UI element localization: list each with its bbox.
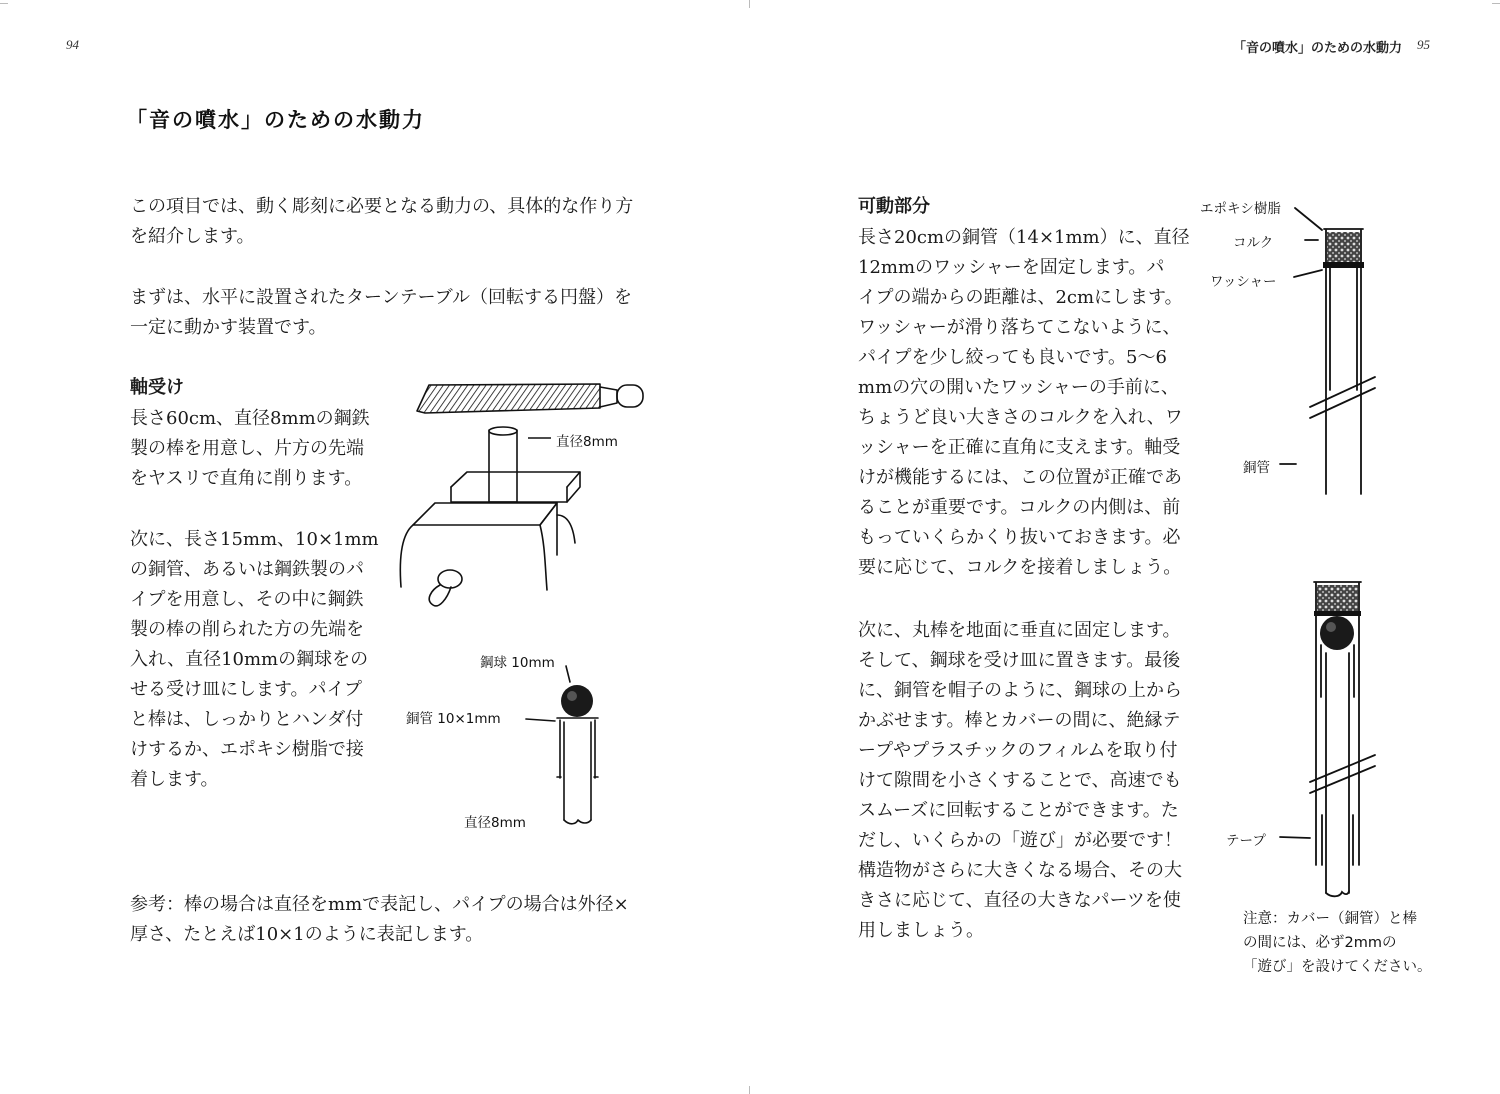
text-line: の間には、必ず2mmの: [1243, 935, 1397, 951]
text-line: 厚さ、たとえば10×1のように表記します。: [130, 924, 484, 945]
text-line: そして、鋼球を受け皿に置きます。最後: [858, 650, 1181, 671]
crop-mark-bottom: [749, 1086, 750, 1094]
figure-file-vise: [395, 375, 655, 615]
movable-paragraph-1: [858, 223, 1190, 583]
label-tape: テープ: [1226, 833, 1266, 849]
page-number-right: 95: [1417, 37, 1430, 52]
text-line: 一定に動かす装置です。: [130, 317, 327, 338]
text-line: に、銅管を帽子のように、鋼球の上から: [858, 680, 1182, 701]
text-line: 着します。: [130, 769, 219, 790]
text-line: mmの穴の開いたワッシャーの手前に、: [858, 377, 1179, 398]
text-line: 要に応じて、コルクを接着しましょう。: [858, 557, 1182, 578]
label-copper-tube-right: 銅管: [1243, 460, 1270, 476]
text-line: 次に、丸棒を地面に垂直に固定します。: [858, 620, 1181, 641]
text-line: と棒は、しっかりとハンダ付: [130, 709, 364, 730]
crop-mark-left: [0, 3, 8, 4]
text-line: ッシャーを正確に直角に支えます。軸受: [858, 437, 1181, 458]
text-line: スムーズに回転することができます。た: [858, 800, 1179, 821]
text-line: パイプを少し絞っても良いです。5〜6: [858, 347, 1167, 368]
label-epoxy: エポキシ樹脂: [1200, 201, 1281, 217]
text-line: 次に、長さ15mm、10×1mm: [130, 529, 379, 550]
label-washer: ワッシャー: [1210, 274, 1277, 290]
reference-note: [130, 890, 629, 950]
text-line: ープやプラスチックのフィルムを取り付: [858, 740, 1178, 761]
figure-ball-rod: [520, 660, 620, 835]
label-diameter-file: 直径8mm: [556, 434, 618, 450]
text-line: まずは、水平に設置されたターンテーブル（回転する円盤）を: [130, 287, 633, 308]
text-line: もっていくらかくり抜いておきます。必: [858, 527, 1181, 548]
text-line: けが機能するには、この位置が正確であ: [858, 467, 1182, 488]
caution-note: [1243, 907, 1432, 979]
figure-tube-cork: [1280, 200, 1390, 500]
text-line: イプの端からの距離は、2cmにします。: [858, 287, 1183, 308]
text-line: 構造物がさらに大きくなる場合、その大: [858, 860, 1182, 881]
text-line: せる受け皿にします。パイプ: [130, 679, 363, 700]
text-line: を紹介します。: [130, 226, 255, 247]
text-line: けするか、エポキシ樹脂で接: [130, 739, 364, 760]
label-copper-tube: 銅管 10×1mm: [406, 711, 501, 727]
turntable-paragraph: [130, 283, 632, 343]
text-line: 12mmのワッシャーを固定します。パ: [858, 257, 1165, 278]
text-line: きさに応じて、直径の大きなパーツを使: [858, 890, 1181, 911]
running-title: 「音の噴水」のための水動力: [1233, 41, 1403, 56]
section-heading-movable: 可動部分: [858, 196, 930, 217]
text-line: この項目では、動く彫刻に必要となる動力の、具体的な作り方: [130, 196, 634, 217]
text-line: 参考：棒の場合は直径をmmで表記し、パイプの場合は外径×: [130, 894, 629, 915]
text-line: 「遊び」を設けてください。: [1243, 959, 1432, 975]
movable-paragraph-2: [858, 616, 1182, 946]
text-line: 長さ20cmの銅管（14×1mm）に、直径: [858, 227, 1190, 248]
crop-mark-right: [1492, 3, 1500, 4]
bearing-paragraph-2: [130, 525, 379, 795]
text-line: ることが重要です。コルクの内側は、前: [858, 497, 1181, 518]
text-line: イプを用意し、その中に鋼鉄: [130, 589, 364, 610]
text-line: をヤスリで直角に削ります。: [130, 468, 363, 489]
text-line: 製の棒を用意し、片方の先端: [130, 438, 364, 459]
figure-assembly: [1270, 575, 1390, 900]
text-line: 注意：カバー（銅管）と棒: [1243, 911, 1417, 927]
text-line: だし、いくらかの「遊び」が必要です！: [858, 830, 1182, 851]
text-line: かぶせます。棒とカバーの間に、絶縁テ: [858, 710, 1181, 731]
section-heading-bearing: 軸受け: [130, 377, 184, 398]
label-steel-ball: 鋼球 10mm: [480, 655, 555, 671]
page-number-left: 94: [66, 37, 79, 52]
text-line: 長さ60cm、直径8mmの鋼鉄: [130, 408, 370, 429]
text-line: ワッシャーが滑り落ちてこないように、: [858, 317, 1181, 338]
intro-paragraph: [130, 192, 633, 252]
text-line: 入れ、直径10mmの鋼球をの: [130, 649, 369, 670]
text-line: の銅管、あるいは鋼鉄製のパ: [130, 559, 364, 580]
text-line: けて隙間を小さくすることで、高速でも: [858, 770, 1182, 791]
text-line: 製の棒の削られた方の先端を: [130, 619, 364, 640]
text-line: ちょうど良い大きさのコルクを入れ、ワ: [858, 407, 1183, 428]
label-cork: コルク: [1233, 235, 1274, 251]
bearing-paragraph-1: [130, 404, 370, 494]
text-line: 用しましょう。: [858, 920, 984, 941]
page-title: 「音の噴水」のための水動力: [126, 108, 425, 132]
crop-mark-top: [749, 0, 750, 8]
label-rod-diameter: 直径8mm: [464, 815, 526, 831]
